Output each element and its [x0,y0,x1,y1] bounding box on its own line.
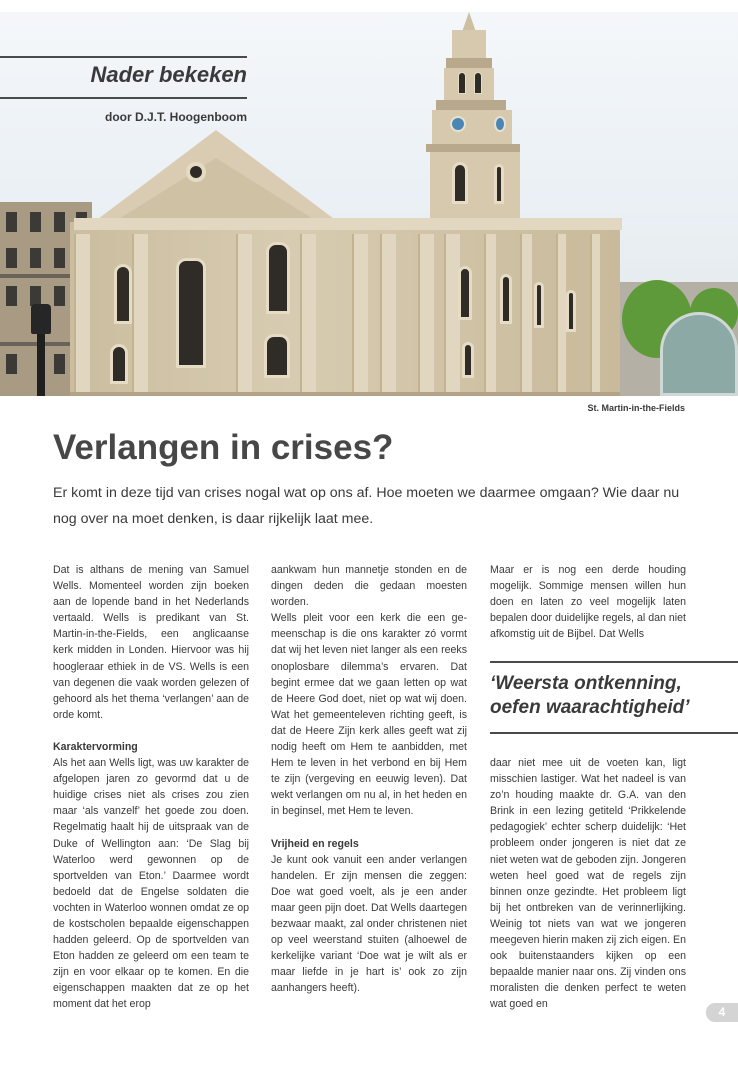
article-title: Verlangen in crises? [53,428,394,467]
subheading-vrijheid-en-regels: Vrijheid en regels [271,837,359,850]
column-3-top [490,562,686,642]
column-2 [271,562,467,996]
paragraph: Dat is althans de mening van Samuel Wells. Momenteel worden zijn boeken aan de lopende band in het Nederlands vertaald. Wells is predikant van St. Martin-in-the-Fields, een anglicaanse kerk midden in Londen. Hiervoor was hij hoogleraar ethiek in de VS. Wells is een van degenen die vaak worden gelezen of gehoord als het thema ‘verlangen’ aan de orde komt. [53,564,249,721]
paragraph: Als het aan Wells ligt, was uw karakter de afgelopen jaren zo gevormd dat u de huidige crises niet als crises zou zien maar ‘als vanzelf’ het goede zou doen. Regelmatig haalt hij de uitspraak van de Duke of Wellington aan: ‘De Slag bij Waterloo werd gewonnen op de sportvelden van Eton.’ Daarmee wordt bedoeld dat de Engelse soldaten die vochten in Waterloo wonnen omdat ze op de kostscholen bepaalde eigenschappen hadden geleerd. Op de sportvelden van Eton hadden ze geleerd om een team te zijn en voor elkaar op te komen. En die eigenschappen maakten dat ze op het moment dat het erop [53,757,249,1011]
photo-caption: St. Martin-in-the-Fields [587,403,685,413]
pull-quote-rule-bottom [490,732,738,734]
paragraph: Wells pleit voor een kerk die een ge-meenschap is die ons karakter zó vormt dat wij het leven niet langer als een reeks onoplosbare dilemma’s ervaren. Dat begint ermee dat we gaan letten op wat de Heere God doet, niet op wat wij doen. Wat het gemeenteleven richting geeft, is dat de Heere Zijn kerk alles geeft wat zij nodig heeft om Hem te aanbidden, met Hem te leven in het verbond en bij Hem te zijn (vergeving en eeuwig leven). Dat wekt verlangen om nu al, in het heden en in beginsel, met Hem te leven. [271,612,467,818]
oculus-window [186,162,206,182]
paragraph: daar niet mee uit de voeten kan, ligt misschien lastiger. Wat het nadeel is van zo’n houding maakte dr. G.A. van den Brink in een lezing getiteld ‘Prikkelende pedagogiek’ echter scherp duidelijk: ‘Het probleem onder jongeren is niet dat ze niet weten wat de geboden zijn. Jongeren weten heel goed wat de regels zijn binnen onze gezindte. Het probleem ligt bij het ontbreken van de verinnerlijking. Weinig tot niets van wat we jongeren meegeven hierin maken zij zich eigen. En ook buitenstaanders kijken op een bepaalde manier naar ons. Zij vinden ons moralisten die denken perfect te weten wat goed en [490,757,686,1011]
column-1 [53,562,249,1013]
pull-quote: ‘Weersta ontkenning, oefen waarachtigheid’ [490,673,690,718]
street-lamp [31,304,51,334]
paragraph: aankwam hun mannetje stonden en de dingen deden die gedaan moesten worden. [271,564,467,609]
pull-quote-rule-top [490,661,738,663]
article-intro: Er komt in deze tijd van crises nogal wat op ons af. Hoe moeten we daarmee omgaan? Wie daar nu nog over na moet denken, is daar rijkelijk laat mee. [53,485,680,527]
header-rule-top [0,56,247,58]
section-title: Nader bekeken [90,62,247,87]
page-number: 4 [706,1003,738,1022]
paragraph: Je kunt ook vanuit een ander verlangen handelen. Er zijn mensen die zeggen: Doe wat goed voelt, als je een ander maar geen pijn doet. Dat Wells daartegen bezwaar maakt, zal onder christenen niet op veel weerstand stuiten (alhoewel de kerkelijke variant ‘Doe wat je wilt als er maar liefde in je hart is’ ook zo zijn aanhangers heeft). [271,853,467,995]
byline: door D.J.T. Hoogenboom [105,110,247,124]
paragraph: Maar er is nog een derde houding mogelijk. Sommige mensen willen hun doen en laten zo veel mogelijk laten bepalen door duidelijke regels, al dan niet afkomstig uit de Bijbel. Dat Wells [490,564,686,641]
clock-face [450,116,466,132]
glass-pavilion [660,312,738,396]
column-3-bottom [490,755,686,1013]
subheading-karaktervorming: Karaktervorming [53,740,138,753]
header-rule-bottom [0,97,247,99]
